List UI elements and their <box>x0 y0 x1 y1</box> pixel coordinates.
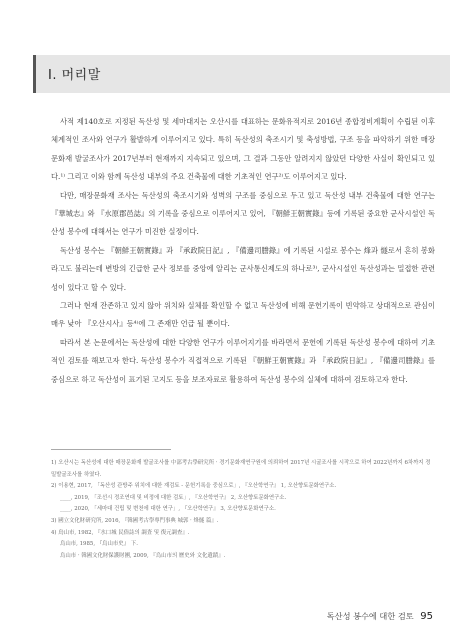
page-footer <box>327 611 433 622</box>
running-title: 독산성 봉수에 대한 검토 <box>326 611 414 621</box>
footnote: 3) 國立文化財研究所, 2016, 『韓國考古學專門事典 城郭 · 烽燧 篇』. <box>51 517 219 524</box>
footnote-divider <box>51 449 171 450</box>
footnote: ____, 2019, 「조선시 정조연대 및 비정에 대한 검토」, 『오산학연구』 2, 오산향토문화연구소. <box>60 494 287 501</box>
paragraph: 그러나 현재 잔존하고 있지 않아 위치와 실체를 확인할 수 없고 독산성에 비해 문헌기록이 빈약하고 상대적으로 관심이 매우 낮아 『오산시사』등⁴⁾에 그 존재만 언급 될 뿐이다. <box>51 301 435 329</box>
footnote: ____, 2020, 「세마대 건립 및 변천에 대한 연구」, 『오산학연구』 3, 오산향토문화연구소. <box>60 506 276 513</box>
paragraph: 독산성 봉수는 『朝鮮王朝實錄』과 『承政院日記』, 『備邊司謄錄』에 기록된 시설로 봉수는 烽과 燧로서 흔히 봉화라고도 불리는데 변방의 긴급한 군사 정보를 중앙에 알리는 군사통신제도의 하나로³⁾, 군사시설인 독산성과는 밀접한 관련성이 있다고 할 수 있다. <box>51 245 435 292</box>
body-text <box>51 113 435 389</box>
paragraph: 다만, 매장문화재 조사는 독산성의 축조시기와 성벽의 구조를 중심으로 두고 있고 독산성 내부 건축물에 대한 연구는 『華城志』와 『水原郡邑誌』의 기록을 중심으로 이루어지고 있어, 『朝鮮王朝實錄』등에 기록된 중요한 군사시설인 독산성 봉수에 대해서는 연구가 미진한 실정이다. <box>51 190 435 237</box>
paragraph: 따라서 본 논문에서는 독산성에 대한 다양한 연구가 이루어지기를 바라면서 문헌에 기록된 독산성 봉수에 대하여 기초적인 검토를 해보고자 한다. 독산성 봉수가 직접적으로 기록된 『朝鮮王朝實錄』과 『承政院日記』, 『備邊司謄錄』를 중심으로 하고 독산성이 표기된 고지도 등을 보조자료로 활용하여 독산성 봉수의 실체에 대하여 검토하고자 한다. <box>51 337 435 384</box>
footnote: 2) 이용현, 2017, 「독산성 관방주 위치에 대한 재검토 - 문헌기록을 중심으로」, 『오산학연구』 1, 오산향토문화연구소. <box>51 483 337 490</box>
footnotes <box>51 458 431 562</box>
section-header <box>33 55 450 93</box>
footnote: 烏山市, 1985, 『烏山市史』 下. <box>60 541 138 548</box>
page-number: 95 <box>420 611 433 622</box>
paragraph: 사적 제140호로 지정된 독산성 및 세마대지는 오산시를 대표하는 문화유적지로 2016년 종합정비계획이 수립된 이후 체계적인 조사와 연구가 활발하게 이루어지고 있다. 특히 독산성의 축조시기 및 축성방법, 구조 등을 파악하기 위한 매장문화재 발굴조사가 2017년부터 현재까지 지속되고 있으며, 그 결과 그동안 알려지지 않았던 다양한 사실이 확인되고 있다.¹⁾ 그리고 이와 함께 독산성 내부의 주요 건축물에 대한 기초적인 연구²⁾도 이루어지고 있다. <box>51 117 435 182</box>
footnote: 烏山市 · 韓國文化財保護財團, 2009, 『烏山市의 歷史와 文化遺蹟』. <box>60 552 226 559</box>
footnote: 1) 오산시는 독산성에 대한 매장문화재 발굴조사를 中部考古學研究所 · 경기문화재연구원에 의뢰하여 2017년 시굴조사를 시작으로 하여 2022년까지 6차까지 정밀발굴조사를 하였다. <box>51 460 431 478</box>
section-title: Ⅰ. 머리말 <box>48 68 101 83</box>
footnote: 4) 鳥山市, 1982, 『水口城 民俗誌의 調査 및 復元調查』. <box>51 529 190 536</box>
